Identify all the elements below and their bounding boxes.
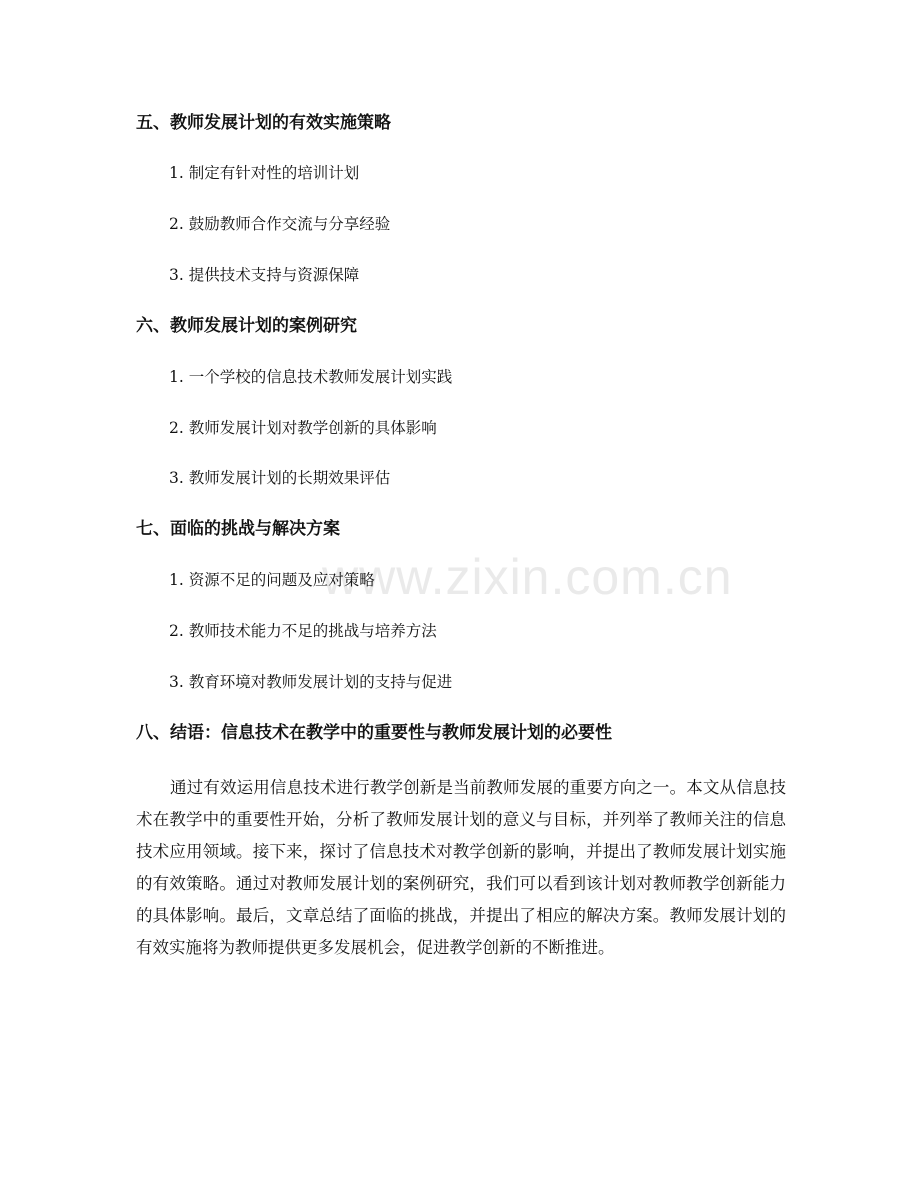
list-item: 2. 教师技术能力不足的挑战与培养方法 bbox=[169, 622, 437, 640]
list-item: 1. 资源不足的问题及应对策略 bbox=[169, 571, 375, 589]
section-heading-6: 六、教师发展计划的案例研究 bbox=[136, 316, 357, 336]
list-item: 1. 制定有针对性的培训计划 bbox=[169, 164, 360, 182]
section-heading-7: 七、面临的挑战与解决方案 bbox=[136, 519, 340, 539]
list-item: 3. 教育环境对教师发展计划的支持与促进 bbox=[169, 673, 453, 691]
section-heading-5: 五、教师发展计划的有效实施策略 bbox=[136, 113, 391, 133]
list-item: 3. 提供技术支持与资源保障 bbox=[169, 266, 360, 284]
list-item: 3. 教师发展计划的长期效果评估 bbox=[169, 469, 391, 487]
conclusion-paragraph: 通过有效运用信息技术进行教学创新是当前教师发展的重要方向之一。本文从信息技术在教学中的重要性开始，分析了教师发展计划的意义与目标，并列举了教师关注的信息技术应用领域。接下来，探讨了信息技术对教学创新的影响，并提出了教师发展计划实施的有效策略。通过对教师发展计划的案例研究，我们可以看到该计划对教师教学创新能力的具体影响。最后，文章总结了面临的挑战，并提出了相应的解决方案。教师发展计划的有效实施将为教师提供更多发展机会，促进教学创新的不断推进。 bbox=[136, 778, 786, 957]
list-item: 2. 教师发展计划对教学创新的具体影响 bbox=[169, 419, 437, 437]
list-item: 1. 一个学校的信息技术教师发展计划实践 bbox=[169, 368, 453, 386]
list-item: 2. 鼓励教师合作交流与分享经验 bbox=[169, 215, 391, 233]
watermark: www.zixin.com.cn bbox=[322, 549, 733, 605]
section-heading-8: 八、结语：信息技术在教学中的重要性与教师发展计划的必要性 bbox=[136, 723, 612, 743]
